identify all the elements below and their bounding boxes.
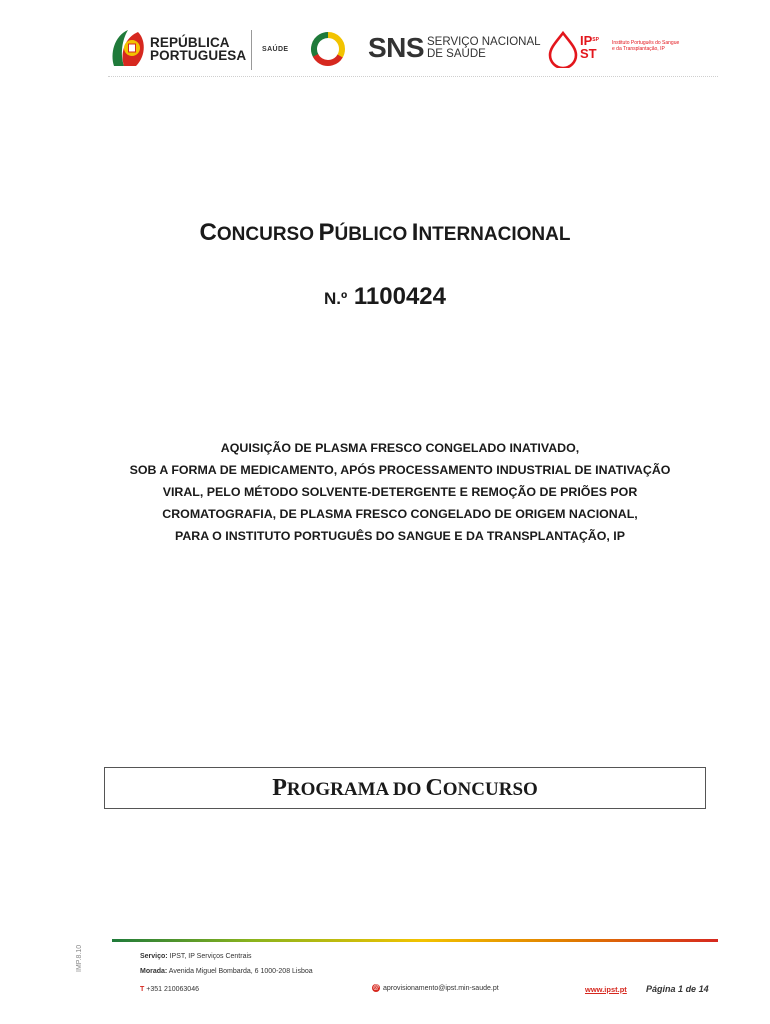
form-code: IMP.8.10 <box>76 944 83 972</box>
program-initial-c: C <box>425 775 443 801</box>
servico-value: IPST, IP Serviços Centrais <box>169 953 252 960</box>
sns-full-name <box>427 36 541 60</box>
title-initial-i: I <box>411 219 419 246</box>
description-line: VIRAL, PELO MÉTODO SOLVENTE-DETERGENTE E REMOÇÃO DE PRIÕES POR <box>162 485 638 499</box>
title-word-internacional: NTERNACIONAL <box>418 224 571 245</box>
program-initial-p: P <box>272 775 287 801</box>
description-line: PARA O INSTITUTO PORTUGUÊS DO SANGUE E DA TRANSPLANTAÇÃO, IP <box>175 529 625 543</box>
tender-number <box>0 283 770 311</box>
ministry-label: SAÚDE <box>262 46 289 53</box>
page-number <box>646 984 709 994</box>
ipst-sub-line2: e da Transplantação, IP <box>612 46 665 52</box>
gov-logo-line1: REPÚBLICA <box>150 35 230 50</box>
header-divider <box>251 30 252 70</box>
tender-description <box>100 437 700 547</box>
footer-bar-red <box>572 939 718 942</box>
phone-value: +351 210063046 <box>146 986 199 993</box>
footer-bar-orange <box>422 939 572 942</box>
footer-email[interactable] <box>372 984 499 992</box>
ipst-wordmark <box>580 34 599 60</box>
ipst-sub-line1: Instituto Português do Sangue <box>612 40 680 46</box>
document-title <box>0 219 770 247</box>
footer-morada <box>140 968 313 975</box>
sns-logo-icon <box>310 31 346 67</box>
ipst-blood-drop-icon <box>546 30 580 68</box>
republica-portuguesa-emblem-icon <box>108 26 150 72</box>
title-initial-p: P <box>318 219 335 246</box>
sns-line2: DE SAÚDE <box>427 48 486 60</box>
servico-label: Serviço: <box>140 953 168 960</box>
sns-line1: SERVIÇO NACIONAL <box>427 36 541 48</box>
program-word-programa-do: ROGRAMA DO <box>286 779 422 800</box>
morada-label: Morada: <box>140 968 168 975</box>
ipst-line1: IP <box>580 33 593 48</box>
footer-bar-green <box>112 939 252 942</box>
program-word-concurso: ONCURSO <box>442 779 538 800</box>
title-word-concurso: ONCURSO <box>216 224 315 245</box>
page-current: 1 <box>678 984 684 994</box>
ipst-line2: ST <box>580 46 597 61</box>
gov-logo-line2: PORTUGUESA <box>150 48 247 63</box>
page-label: Página <box>646 984 676 994</box>
program-title <box>105 775 705 802</box>
footer-phone <box>140 986 199 993</box>
email-address[interactable]: aprovisionamento@ipst.min-saude.pt <box>383 984 499 992</box>
footer-servico <box>140 953 252 960</box>
tender-number-value: 1100424 <box>353 283 446 310</box>
page-header <box>0 0 770 90</box>
title-initial-c: C <box>199 219 217 246</box>
description-line: CROMATOGRAFIA, DE PLASMA FRESCO CONGELADO DE ORIGEM NACIONAL, <box>162 507 638 521</box>
ipst-full-name <box>612 40 679 52</box>
program-title-box <box>104 767 706 809</box>
description-line: SOB A FORMA DE MEDICAMENTO, APÓS PROCESSAMENTO INDUSTRIAL DE INATIVAÇÃO <box>129 463 671 477</box>
ipst-sup: SP <box>592 37 599 43</box>
email-at-icon: @ <box>372 985 380 991</box>
sns-abbreviation: SNS <box>368 32 425 63</box>
title-word-publico: ÚBLICO <box>334 224 408 245</box>
header-dotted-rule <box>108 76 718 77</box>
morada-value: Avenida Miguel Bombarda, 6 1000-208 Lisboa <box>168 968 313 975</box>
footer-bar-yellow <box>252 939 422 942</box>
footer-color-bar <box>112 939 718 942</box>
page-of: de <box>685 984 697 994</box>
tender-number-prefix: N.º <box>324 289 348 308</box>
description-line: AQUISIÇÃO DE PLASMA FRESCO CONGELADO INATIVADO, <box>220 441 580 455</box>
website-link[interactable]: www.ipst.pt <box>585 985 627 994</box>
page-total: 14 <box>698 984 709 994</box>
phone-label: T <box>140 986 145 993</box>
republica-portuguesa-wordmark <box>150 36 246 62</box>
